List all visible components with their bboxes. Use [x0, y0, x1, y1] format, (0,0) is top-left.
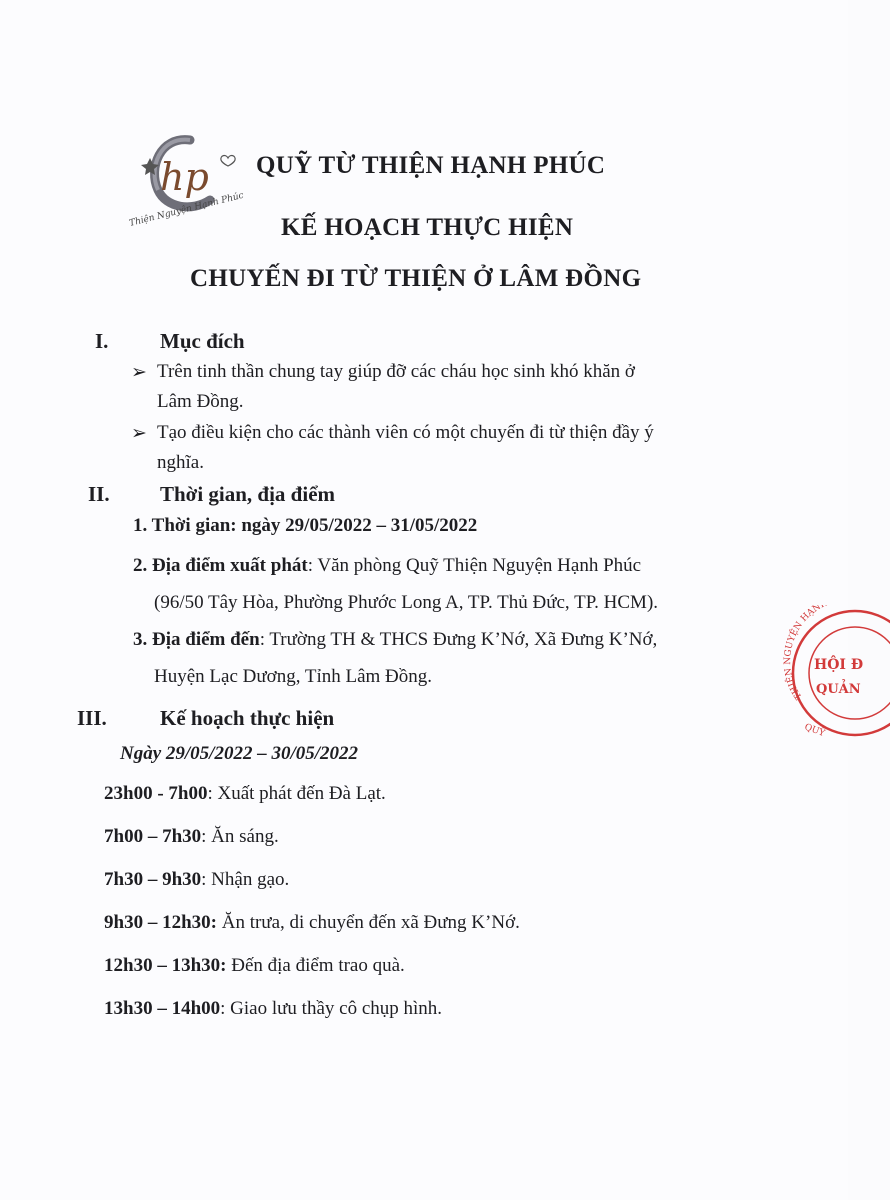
- departure-address: (96/50 Tây Hòa, Phường Phước Long A, TP. Thủ Đức, TP. HCM).: [154, 592, 659, 613]
- logo-text: Thiện Nguyện Hạnh Phúc: [128, 190, 245, 229]
- purpose-line-1b: Lâm Đồng.: [157, 391, 244, 412]
- purpose-line-1: Trên tinh thần chung tay giúp đỡ các cháu học sinh khó khăn ở: [157, 361, 635, 382]
- schedule-time: 7h30 – 9h30: [104, 869, 202, 890]
- schedule-row: [104, 869, 289, 891]
- schedule-activity: : Giao lưu thầy cô chụp hình.: [220, 998, 443, 1019]
- schedule-row: [104, 955, 405, 977]
- section-3-number: III.: [77, 706, 107, 730]
- destination-address: Huyện Lạc Dương, Tỉnh Lâm Đồng.: [154, 666, 433, 687]
- stamp-ring-text: THIỆN NGUYỆN HẠN: [783, 605, 823, 701]
- stamp-bottom: QUỸ: [802, 722, 827, 739]
- schedule-row: [104, 826, 279, 848]
- schedule-row: [104, 912, 520, 934]
- section-2-number: II.: [88, 482, 110, 506]
- schedule-activity: Đến địa điểm trao quà.: [226, 955, 405, 976]
- official-stamp: [780, 605, 890, 745]
- svg-text:hp: hp: [160, 155, 209, 199]
- stamp-line-1: HỘI Đ: [814, 657, 864, 673]
- section-3-title: Kế hoạch thực hiện: [160, 706, 335, 730]
- destination-item: [133, 629, 657, 651]
- section-2-title: Thời gian, địa điểm: [160, 482, 336, 506]
- schedule-time: 12h30 – 13h30:: [104, 955, 227, 976]
- purpose-line-2b: nghĩa.: [157, 452, 204, 473]
- schedule-time: 9h30 – 12h30:: [104, 912, 217, 933]
- doc-subtitle: CHUYẾN ĐI TỪ THIỆN Ở LÂM ĐỒNG: [190, 265, 642, 292]
- hp-logo: [130, 128, 245, 233]
- schedule-row: [104, 998, 442, 1020]
- schedule-date: Ngày 29/05/2022 – 30/05/2022: [120, 743, 359, 764]
- hp-logo-icon: [130, 128, 245, 233]
- arrow-bullet-icon: ➢: [131, 362, 147, 383]
- doc-title: KẾ HOẠCH THỰC HIỆN: [281, 214, 574, 241]
- schedule-time: 13h30 – 14h00: [104, 998, 221, 1019]
- departure-item: [133, 555, 641, 577]
- destination-text: : Trường TH & THCS Đưng K’Nớ, Xã Đưng K’Nớ,: [259, 629, 658, 650]
- org-name: QUỸ TỪ THIỆN HẠNH PHÚC: [256, 152, 606, 179]
- schedule-activity: : Xuất phát đến Đà Lạt.: [207, 783, 386, 804]
- section-1-title: Mục đích: [160, 329, 245, 353]
- departure-label: 2. Địa điểm xuất phát: [133, 555, 308, 576]
- arrow-bullet-icon: ➢: [131, 423, 147, 444]
- time-item: 1. Thời gian: ngày 29/05/2022 – 31/05/2022: [133, 515, 478, 536]
- destination-label: 3. Địa điểm đến: [133, 629, 260, 650]
- schedule-activity: Ăn trưa, di chuyển đến xã Đưng K’Nớ.: [216, 912, 520, 933]
- schedule-row: [104, 783, 386, 805]
- schedule-time: 23h00 - 7h00: [104, 783, 208, 804]
- stamp-line-2: QUẢN: [816, 682, 861, 697]
- departure-text: : Văn phòng Quỹ Thiện Nguyện Hạnh Phúc: [307, 555, 642, 576]
- schedule-activity: : Ăn sáng.: [201, 826, 279, 847]
- purpose-line-2: Tạo điều kiện cho các thành viên có một chuyến đi từ thiện đầy ý: [157, 422, 654, 443]
- schedule-time: 7h00 – 7h30: [104, 826, 202, 847]
- schedule-activity: : Nhận gạo.: [201, 869, 290, 890]
- section-1-number: I.: [95, 329, 109, 353]
